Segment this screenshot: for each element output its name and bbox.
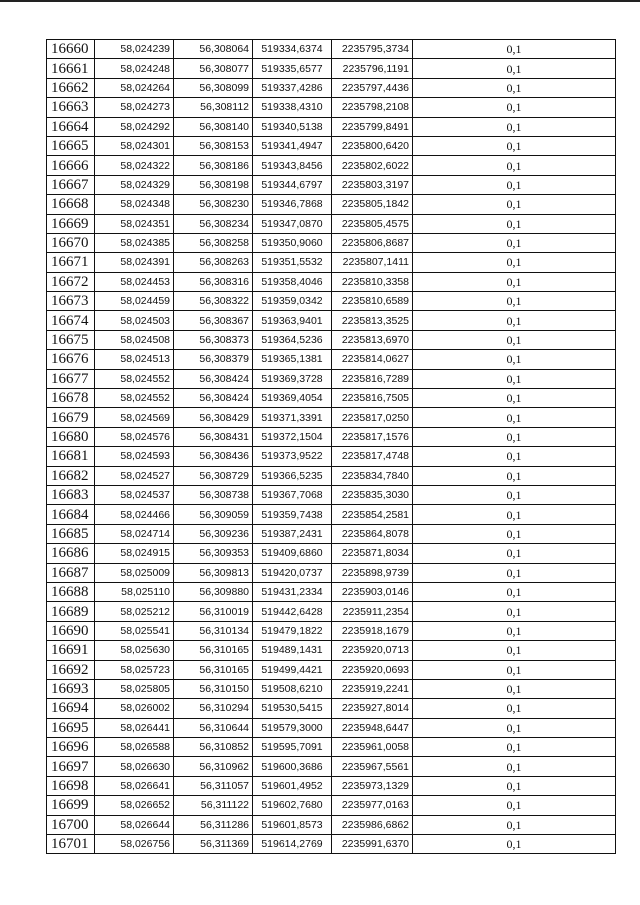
x-coordinate-cell: 519350,9060 <box>253 233 332 252</box>
point-number-cell: 16663 <box>47 98 95 117</box>
y-coordinate-cell: 2235817,1576 <box>332 427 413 446</box>
x-coordinate-cell: 519479,1822 <box>253 621 332 640</box>
latitude-cell: 58,025805 <box>95 679 174 698</box>
y-coordinate-cell: 2235898,9739 <box>332 563 413 582</box>
longitude-cell: 56,309236 <box>174 524 253 543</box>
x-coordinate-cell: 519341,4947 <box>253 136 332 155</box>
point-number-cell: 16698 <box>47 776 95 795</box>
y-coordinate-cell: 2235918,1679 <box>332 621 413 640</box>
accuracy-cell: 0,1 <box>413 544 616 563</box>
longitude-cell: 56,308077 <box>174 59 253 78</box>
table-row <box>47 699 616 718</box>
latitude-cell: 58,024513 <box>95 350 174 369</box>
accuracy-cell: 0,1 <box>413 369 616 388</box>
latitude-cell: 58,024453 <box>95 272 174 291</box>
x-coordinate-cell: 519442,6428 <box>253 602 332 621</box>
point-number-cell: 16662 <box>47 78 95 97</box>
longitude-cell: 56,310852 <box>174 738 253 757</box>
x-coordinate-cell: 519579,3000 <box>253 718 332 737</box>
accuracy-cell: 0,1 <box>413 117 616 136</box>
table-row <box>47 641 616 660</box>
coordinates-table <box>46 39 616 854</box>
point-number-cell: 16678 <box>47 389 95 408</box>
y-coordinate-cell: 2235798,2108 <box>332 98 413 117</box>
point-number-cell: 16664 <box>47 117 95 136</box>
table-row <box>47 524 616 543</box>
longitude-cell: 56,308099 <box>174 78 253 97</box>
y-coordinate-cell: 2235814,0627 <box>332 350 413 369</box>
table-row <box>47 40 616 59</box>
latitude-cell: 58,024466 <box>95 505 174 524</box>
latitude-cell: 58,024714 <box>95 524 174 543</box>
latitude-cell: 58,024264 <box>95 78 174 97</box>
latitude-cell: 58,024351 <box>95 214 174 233</box>
x-coordinate-cell: 519337,4286 <box>253 78 332 97</box>
point-number-cell: 16675 <box>47 330 95 349</box>
accuracy-cell: 0,1 <box>413 485 616 504</box>
x-coordinate-cell: 519372,1504 <box>253 427 332 446</box>
latitude-cell: 58,026641 <box>95 776 174 795</box>
longitude-cell: 56,310165 <box>174 641 253 660</box>
point-number-cell: 16670 <box>47 233 95 252</box>
y-coordinate-cell: 2235864,8078 <box>332 524 413 543</box>
y-coordinate-cell: 2235796,1191 <box>332 59 413 78</box>
table-row <box>47 117 616 136</box>
x-coordinate-cell: 519530,5415 <box>253 699 332 718</box>
y-coordinate-cell: 2235973,1329 <box>332 776 413 795</box>
accuracy-cell: 0,1 <box>413 214 616 233</box>
point-number-cell: 16669 <box>47 214 95 233</box>
x-coordinate-cell: 519335,6577 <box>253 59 332 78</box>
longitude-cell: 56,308112 <box>174 98 253 117</box>
longitude-cell: 56,308729 <box>174 466 253 485</box>
table-row <box>47 602 616 621</box>
table-row <box>47 233 616 252</box>
longitude-cell: 56,311286 <box>174 815 253 834</box>
latitude-cell: 58,024508 <box>95 330 174 349</box>
point-number-cell: 16696 <box>47 738 95 757</box>
point-number-cell: 16690 <box>47 621 95 640</box>
longitude-cell: 56,311122 <box>174 796 253 815</box>
table-row <box>47 466 616 485</box>
longitude-cell: 56,308367 <box>174 311 253 330</box>
longitude-cell: 56,308316 <box>174 272 253 291</box>
accuracy-cell: 0,1 <box>413 408 616 427</box>
y-coordinate-cell: 2235911,2354 <box>332 602 413 621</box>
table-row <box>47 253 616 272</box>
x-coordinate-cell: 519371,3391 <box>253 408 332 427</box>
longitude-cell: 56,310150 <box>174 679 253 698</box>
accuracy-cell: 0,1 <box>413 815 616 834</box>
accuracy-cell: 0,1 <box>413 699 616 718</box>
latitude-cell: 58,024915 <box>95 544 174 563</box>
page-top-rule <box>0 0 640 2</box>
latitude-cell: 58,025541 <box>95 621 174 640</box>
table-row <box>47 563 616 582</box>
table-row <box>47 98 616 117</box>
y-coordinate-cell: 2235961,0058 <box>332 738 413 757</box>
x-coordinate-cell: 519359,7438 <box>253 505 332 524</box>
table-row <box>47 757 616 776</box>
longitude-cell: 56,311369 <box>174 835 253 854</box>
table-row <box>47 350 616 369</box>
x-coordinate-cell: 519347,0870 <box>253 214 332 233</box>
latitude-cell: 58,024348 <box>95 195 174 214</box>
table-row <box>47 485 616 504</box>
longitude-cell: 56,309880 <box>174 582 253 601</box>
y-coordinate-cell: 2235854,2581 <box>332 505 413 524</box>
latitude-cell: 58,024537 <box>95 485 174 504</box>
y-coordinate-cell: 2235816,7289 <box>332 369 413 388</box>
table-row <box>47 505 616 524</box>
latitude-cell: 58,026002 <box>95 699 174 718</box>
latitude-cell: 58,024552 <box>95 389 174 408</box>
table-row <box>47 195 616 214</box>
longitude-cell: 56,308234 <box>174 214 253 233</box>
y-coordinate-cell: 2235948,6447 <box>332 718 413 737</box>
longitude-cell: 56,310294 <box>174 699 253 718</box>
accuracy-cell: 0,1 <box>413 195 616 214</box>
x-coordinate-cell: 519499,4421 <box>253 660 332 679</box>
latitude-cell: 58,024569 <box>95 408 174 427</box>
point-number-cell: 16683 <box>47 485 95 504</box>
latitude-cell: 58,024292 <box>95 117 174 136</box>
x-coordinate-cell: 519346,7868 <box>253 195 332 214</box>
accuracy-cell: 0,1 <box>413 776 616 795</box>
latitude-cell: 58,024576 <box>95 427 174 446</box>
accuracy-cell: 0,1 <box>413 350 616 369</box>
accuracy-cell: 0,1 <box>413 679 616 698</box>
point-number-cell: 16666 <box>47 156 95 175</box>
accuracy-cell: 0,1 <box>413 524 616 543</box>
latitude-cell: 58,024239 <box>95 40 174 59</box>
x-coordinate-cell: 519420,0737 <box>253 563 332 582</box>
point-number-cell: 16680 <box>47 427 95 446</box>
table-row <box>47 427 616 446</box>
accuracy-cell: 0,1 <box>413 660 616 679</box>
x-coordinate-cell: 519614,2769 <box>253 835 332 854</box>
accuracy-cell: 0,1 <box>413 835 616 854</box>
y-coordinate-cell: 2235799,8491 <box>332 117 413 136</box>
y-coordinate-cell: 2235805,4575 <box>332 214 413 233</box>
y-coordinate-cell: 2235967,5561 <box>332 757 413 776</box>
y-coordinate-cell: 2235813,3525 <box>332 311 413 330</box>
latitude-cell: 58,024503 <box>95 311 174 330</box>
point-number-cell: 16686 <box>47 544 95 563</box>
x-coordinate-cell: 519366,5235 <box>253 466 332 485</box>
x-coordinate-cell: 519600,3686 <box>253 757 332 776</box>
longitude-cell: 56,308258 <box>174 233 253 252</box>
point-number-cell: 16682 <box>47 466 95 485</box>
x-coordinate-cell: 519334,6374 <box>253 40 332 59</box>
x-coordinate-cell: 519338,4310 <box>253 98 332 117</box>
table-row <box>47 175 616 194</box>
y-coordinate-cell: 2235977,0163 <box>332 796 413 815</box>
longitude-cell: 56,308431 <box>174 427 253 446</box>
y-coordinate-cell: 2235805,1842 <box>332 195 413 214</box>
accuracy-cell: 0,1 <box>413 292 616 311</box>
latitude-cell: 58,024385 <box>95 233 174 252</box>
latitude-cell: 58,026756 <box>95 835 174 854</box>
y-coordinate-cell: 2235816,7505 <box>332 389 413 408</box>
table-row <box>47 835 616 854</box>
y-coordinate-cell: 2235834,7840 <box>332 466 413 485</box>
table-row <box>47 408 616 427</box>
accuracy-cell: 0,1 <box>413 175 616 194</box>
table-row <box>47 718 616 737</box>
latitude-cell: 58,024552 <box>95 369 174 388</box>
point-number-cell: 16700 <box>47 815 95 834</box>
point-number-cell: 16677 <box>47 369 95 388</box>
y-coordinate-cell: 2235806,8687 <box>332 233 413 252</box>
x-coordinate-cell: 519508,6210 <box>253 679 332 698</box>
point-number-cell: 16679 <box>47 408 95 427</box>
y-coordinate-cell: 2235903,0146 <box>332 582 413 601</box>
longitude-cell: 56,308230 <box>174 195 253 214</box>
table-row <box>47 447 616 466</box>
accuracy-cell: 0,1 <box>413 272 616 291</box>
x-coordinate-cell: 519602,7680 <box>253 796 332 815</box>
accuracy-cell: 0,1 <box>413 389 616 408</box>
x-coordinate-cell: 519343,8456 <box>253 156 332 175</box>
point-number-cell: 16692 <box>47 660 95 679</box>
longitude-cell: 56,310019 <box>174 602 253 621</box>
latitude-cell: 58,024273 <box>95 98 174 117</box>
accuracy-cell: 0,1 <box>413 466 616 485</box>
latitude-cell: 58,026588 <box>95 738 174 757</box>
accuracy-cell: 0,1 <box>413 602 616 621</box>
accuracy-cell: 0,1 <box>413 757 616 776</box>
latitude-cell: 58,024459 <box>95 292 174 311</box>
longitude-cell: 56,308424 <box>174 389 253 408</box>
latitude-cell: 58,026652 <box>95 796 174 815</box>
longitude-cell: 56,310962 <box>174 757 253 776</box>
point-number-cell: 16695 <box>47 718 95 737</box>
latitude-cell: 58,025630 <box>95 641 174 660</box>
longitude-cell: 56,308436 <box>174 447 253 466</box>
accuracy-cell: 0,1 <box>413 253 616 272</box>
longitude-cell: 56,308738 <box>174 485 253 504</box>
table-row <box>47 78 616 97</box>
point-number-cell: 16697 <box>47 757 95 776</box>
y-coordinate-cell: 2235807,1411 <box>332 253 413 272</box>
longitude-cell: 56,308064 <box>174 40 253 59</box>
y-coordinate-cell: 2235810,6589 <box>332 292 413 311</box>
longitude-cell: 56,308186 <box>174 156 253 175</box>
y-coordinate-cell: 2235919,2241 <box>332 679 413 698</box>
accuracy-cell: 0,1 <box>413 311 616 330</box>
point-number-cell: 16674 <box>47 311 95 330</box>
point-number-cell: 16668 <box>47 195 95 214</box>
longitude-cell: 56,308373 <box>174 330 253 349</box>
point-number-cell: 16661 <box>47 59 95 78</box>
x-coordinate-cell: 519351,5532 <box>253 253 332 272</box>
y-coordinate-cell: 2235803,3197 <box>332 175 413 194</box>
accuracy-cell: 0,1 <box>413 427 616 446</box>
coordinates-table-body <box>47 40 616 854</box>
x-coordinate-cell: 519431,2334 <box>253 582 332 601</box>
x-coordinate-cell: 519409,6860 <box>253 544 332 563</box>
longitude-cell: 56,308263 <box>174 253 253 272</box>
latitude-cell: 58,025212 <box>95 602 174 621</box>
longitude-cell: 56,309813 <box>174 563 253 582</box>
point-number-cell: 16667 <box>47 175 95 194</box>
point-number-cell: 16684 <box>47 505 95 524</box>
x-coordinate-cell: 519595,7091 <box>253 738 332 757</box>
table-row <box>47 136 616 155</box>
accuracy-cell: 0,1 <box>413 59 616 78</box>
point-number-cell: 16694 <box>47 699 95 718</box>
point-number-cell: 16681 <box>47 447 95 466</box>
longitude-cell: 56,309059 <box>174 505 253 524</box>
x-coordinate-cell: 519359,0342 <box>253 292 332 311</box>
accuracy-cell: 0,1 <box>413 563 616 582</box>
latitude-cell: 58,024527 <box>95 466 174 485</box>
longitude-cell: 56,308379 <box>174 350 253 369</box>
y-coordinate-cell: 2235817,0250 <box>332 408 413 427</box>
table-row <box>47 738 616 757</box>
x-coordinate-cell: 519363,9401 <box>253 311 332 330</box>
x-coordinate-cell: 519369,4054 <box>253 389 332 408</box>
x-coordinate-cell: 519365,1381 <box>253 350 332 369</box>
table-row <box>47 660 616 679</box>
accuracy-cell: 0,1 <box>413 505 616 524</box>
point-number-cell: 16701 <box>47 835 95 854</box>
accuracy-cell: 0,1 <box>413 40 616 59</box>
table-row <box>47 776 616 795</box>
point-number-cell: 16665 <box>47 136 95 155</box>
x-coordinate-cell: 519601,8573 <box>253 815 332 834</box>
accuracy-cell: 0,1 <box>413 156 616 175</box>
table-row <box>47 292 616 311</box>
longitude-cell: 56,308429 <box>174 408 253 427</box>
x-coordinate-cell: 519601,4952 <box>253 776 332 795</box>
latitude-cell: 58,025723 <box>95 660 174 679</box>
y-coordinate-cell: 2235813,6970 <box>332 330 413 349</box>
x-coordinate-cell: 519369,3728 <box>253 369 332 388</box>
point-number-cell: 16671 <box>47 253 95 272</box>
latitude-cell: 58,026630 <box>95 757 174 776</box>
accuracy-cell: 0,1 <box>413 582 616 601</box>
point-number-cell: 16685 <box>47 524 95 543</box>
accuracy-cell: 0,1 <box>413 136 616 155</box>
table-row <box>47 311 616 330</box>
latitude-cell: 58,026441 <box>95 718 174 737</box>
point-number-cell: 16660 <box>47 40 95 59</box>
table-row <box>47 815 616 834</box>
table-row <box>47 330 616 349</box>
longitude-cell: 56,308140 <box>174 117 253 136</box>
y-coordinate-cell: 2235817,4748 <box>332 447 413 466</box>
accuracy-cell: 0,1 <box>413 796 616 815</box>
y-coordinate-cell: 2235927,8014 <box>332 699 413 718</box>
table-row <box>47 272 616 291</box>
accuracy-cell: 0,1 <box>413 78 616 97</box>
table-row <box>47 544 616 563</box>
point-number-cell: 16673 <box>47 292 95 311</box>
latitude-cell: 58,026644 <box>95 815 174 834</box>
longitude-cell: 56,309353 <box>174 544 253 563</box>
accuracy-cell: 0,1 <box>413 447 616 466</box>
latitude-cell: 58,025110 <box>95 582 174 601</box>
y-coordinate-cell: 2235835,3030 <box>332 485 413 504</box>
accuracy-cell: 0,1 <box>413 621 616 640</box>
point-number-cell: 16699 <box>47 796 95 815</box>
latitude-cell: 58,024248 <box>95 59 174 78</box>
y-coordinate-cell: 2235797,4436 <box>332 78 413 97</box>
x-coordinate-cell: 519373,9522 <box>253 447 332 466</box>
point-number-cell: 16689 <box>47 602 95 621</box>
table-row <box>47 582 616 601</box>
point-number-cell: 16691 <box>47 641 95 660</box>
latitude-cell: 58,024391 <box>95 253 174 272</box>
x-coordinate-cell: 519340,5138 <box>253 117 332 136</box>
table-row <box>47 214 616 233</box>
y-coordinate-cell: 2235986,6862 <box>332 815 413 834</box>
latitude-cell: 58,024329 <box>95 175 174 194</box>
longitude-cell: 56,310134 <box>174 621 253 640</box>
point-number-cell: 16687 <box>47 563 95 582</box>
y-coordinate-cell: 2235800,6420 <box>332 136 413 155</box>
table-row <box>47 796 616 815</box>
point-number-cell: 16693 <box>47 679 95 698</box>
longitude-cell: 56,310165 <box>174 660 253 679</box>
y-coordinate-cell: 2235802,6022 <box>332 156 413 175</box>
longitude-cell: 56,308198 <box>174 175 253 194</box>
accuracy-cell: 0,1 <box>413 718 616 737</box>
latitude-cell: 58,024301 <box>95 136 174 155</box>
longitude-cell: 56,308424 <box>174 369 253 388</box>
latitude-cell: 58,025009 <box>95 563 174 582</box>
longitude-cell: 56,310644 <box>174 718 253 737</box>
latitude-cell: 58,024322 <box>95 156 174 175</box>
longitude-cell: 56,308153 <box>174 136 253 155</box>
y-coordinate-cell: 2235920,0713 <box>332 641 413 660</box>
x-coordinate-cell: 519489,1431 <box>253 641 332 660</box>
table-row <box>47 621 616 640</box>
x-coordinate-cell: 519364,5236 <box>253 330 332 349</box>
table-row <box>47 59 616 78</box>
x-coordinate-cell: 519367,7068 <box>253 485 332 504</box>
y-coordinate-cell: 2235795,3734 <box>332 40 413 59</box>
point-number-cell: 16672 <box>47 272 95 291</box>
accuracy-cell: 0,1 <box>413 233 616 252</box>
x-coordinate-cell: 519358,4046 <box>253 272 332 291</box>
longitude-cell: 56,308322 <box>174 292 253 311</box>
latitude-cell: 58,024593 <box>95 447 174 466</box>
y-coordinate-cell: 2235991,6370 <box>332 835 413 854</box>
point-number-cell: 16688 <box>47 582 95 601</box>
accuracy-cell: 0,1 <box>413 330 616 349</box>
table-row <box>47 389 616 408</box>
longitude-cell: 56,311057 <box>174 776 253 795</box>
table-row <box>47 369 616 388</box>
point-number-cell: 16676 <box>47 350 95 369</box>
y-coordinate-cell: 2235871,8034 <box>332 544 413 563</box>
table-row <box>47 156 616 175</box>
y-coordinate-cell: 2235810,3358 <box>332 272 413 291</box>
accuracy-cell: 0,1 <box>413 641 616 660</box>
accuracy-cell: 0,1 <box>413 738 616 757</box>
x-coordinate-cell: 519344,6797 <box>253 175 332 194</box>
x-coordinate-cell: 519387,2431 <box>253 524 332 543</box>
table-row <box>47 679 616 698</box>
y-coordinate-cell: 2235920,0693 <box>332 660 413 679</box>
accuracy-cell: 0,1 <box>413 98 616 117</box>
